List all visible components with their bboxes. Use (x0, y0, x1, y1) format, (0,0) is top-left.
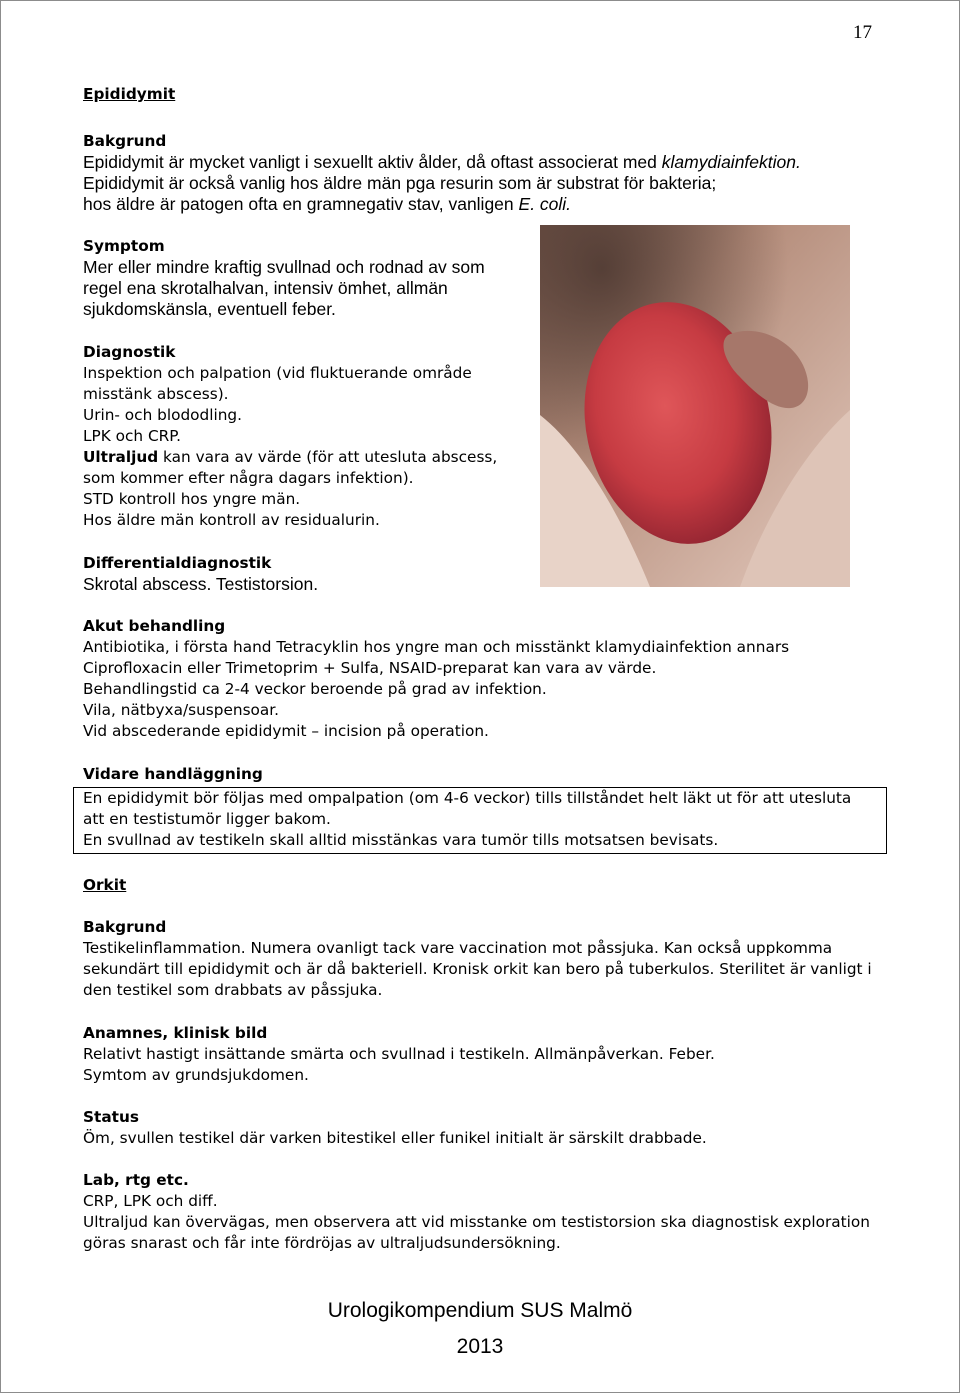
behandling-line: Behandlingstid ca 2-4 veckor beroende på grad av infektion. (83, 680, 547, 698)
anamnes-line: Relativt hastigt insättande smärta och svullnad i testikeln. Allmänpåverkan. Feber. (83, 1045, 715, 1063)
line-text: kan vara av värde (för att utesluta abscess, (163, 448, 498, 466)
orkit-lab (83, 1170, 870, 1254)
anamnes-line: Symtom av grundsjukdomen. (83, 1066, 309, 1084)
bold-term: Ultraljud (83, 448, 159, 466)
epididymit-vidare-handlaggning (83, 764, 263, 785)
section-title: Epididymit (83, 85, 176, 103)
page-number: 17 (853, 22, 872, 43)
epididymit-akut-behandling (83, 616, 789, 742)
bakgrund-line: den testikel som drabbats av påssjuka. (83, 981, 383, 999)
symptom-line: Mer eller mindre kraftig svullnad och rodnad av som (83, 257, 485, 277)
subheading: Status (83, 1108, 139, 1126)
epididymit-symptom (83, 236, 485, 320)
line-text: hos äldre är patogen ofta en gramnegativ stav, vanligen (83, 194, 514, 214)
notice-box (73, 787, 887, 854)
diagnostik-line: Urin- och blododling. (83, 406, 243, 424)
subheading: Differentialdiagnostik (83, 554, 272, 572)
bakgrund-line: Epididymit är också vanlig hos äldre män pga resurin som är substrat för bakteria; (83, 173, 717, 193)
subheading: Bakgrund (83, 918, 167, 936)
diagnostik-line: misstänk abscess). (83, 385, 229, 403)
symptom-line: sjukdomskänsla, eventuell feber. (83, 299, 336, 319)
box-line: att en testistumör ligger bakom. (83, 810, 331, 828)
subheading: Lab, rtg etc. (83, 1171, 189, 1189)
italic-term: E. coli. (518, 194, 572, 214)
footer-year: 2013 (456, 1335, 504, 1358)
bakgrund-line (83, 152, 801, 173)
section-title-orkit (83, 875, 126, 896)
subheading: Symptom (83, 237, 165, 255)
footer-title: Urologikompendium SUS Malmö (327, 1299, 633, 1322)
lab-line: Ultraljud kan övervägas, men observera att vid misstanke om testistorsion ska diagnostisk exploration (83, 1213, 870, 1231)
box-line: En epididymit bör följas med ompalpation (om 4-6 veckor) tills tillståndet helt läkt ut för att utesluta (83, 789, 852, 807)
epididymit-differentialdiagnostik (83, 553, 318, 595)
diagnostik-line (83, 447, 497, 468)
diagnostik-line: som kommer efter några dagars infektion). (83, 469, 414, 487)
subheading: Diagnostik (83, 343, 176, 361)
orkit-bakgrund (83, 917, 872, 1001)
clinical-photo-graphic (540, 225, 850, 587)
status-line: Öm, svullen testikel där varken bitestikel eller funikel initialt är särskilt drabbade. (83, 1129, 707, 1147)
diagnostik-line: STD kontroll hos yngre män. (83, 490, 301, 508)
subheading: Bakgrund (83, 132, 167, 150)
bakgrund-line: Testikelinflammation. Numera ovanligt tack vare vaccination mot påssjuka. Kan också uppkomma (83, 939, 833, 957)
behandling-line: Ciprofloxacin eller Trimetoprim + Sulfa, NSAID-preparat kan vara av värde. (83, 659, 657, 677)
box-line: En svullnad av testikeln skall alltid misstänkas vara tumör tills motsatsen bevisats. (83, 831, 719, 849)
section-title: Orkit (83, 876, 127, 894)
subheading: Anamnes, klinisk bild (83, 1024, 268, 1042)
subheading: Vidare handläggning (83, 765, 263, 783)
behandling-line: Vila, nätbyxa/suspensoar. (83, 701, 280, 719)
line-text: Epididymit är mycket vanligt i sexuellt aktiv ålder, då oftast associerat med (83, 152, 657, 172)
epididymit-bakgrund (83, 131, 801, 215)
bakgrund-line: sekundärt till epididymit och är då bakteriell. Kronisk orkit kan bero på tuberkulos. Sterilitet är vanligt i (83, 960, 872, 978)
diagnostik-line: LPK och CRP. (83, 427, 181, 445)
symptom-line: regel ena skrotalhalvan, intensiv ömhet, allmän (83, 278, 448, 298)
bakgrund-line (83, 194, 801, 215)
differential-line: Skrotal abscess. Testistorsion. (83, 574, 319, 594)
epididymit-diagnostik (83, 342, 497, 531)
subheading: Akut behandling (83, 617, 226, 635)
diagnostik-line: Hos äldre män kontroll av residualurin. (83, 511, 380, 529)
lab-line: CRP, LPK och diff. (83, 1192, 218, 1210)
lab-line: göras snarast och får inte fördröjas av ultraljudsundersökning. (83, 1234, 561, 1252)
diagnostik-line: Inspektion och palpation (vid fluktuerande område (83, 364, 472, 382)
italic-term: klamydiainfektion. (661, 152, 801, 172)
behandling-line: Vid abscederande epididymit – incision på operation. (83, 722, 489, 740)
clinical-photo (540, 225, 850, 587)
section-title-epididymit (83, 84, 175, 105)
orkit-anamnes (83, 1023, 715, 1086)
behandling-line: Antibiotika, i första hand Tetracyklin hos yngre man och misstänkt klamydiainfektion annars (83, 638, 790, 656)
orkit-status (83, 1107, 707, 1149)
